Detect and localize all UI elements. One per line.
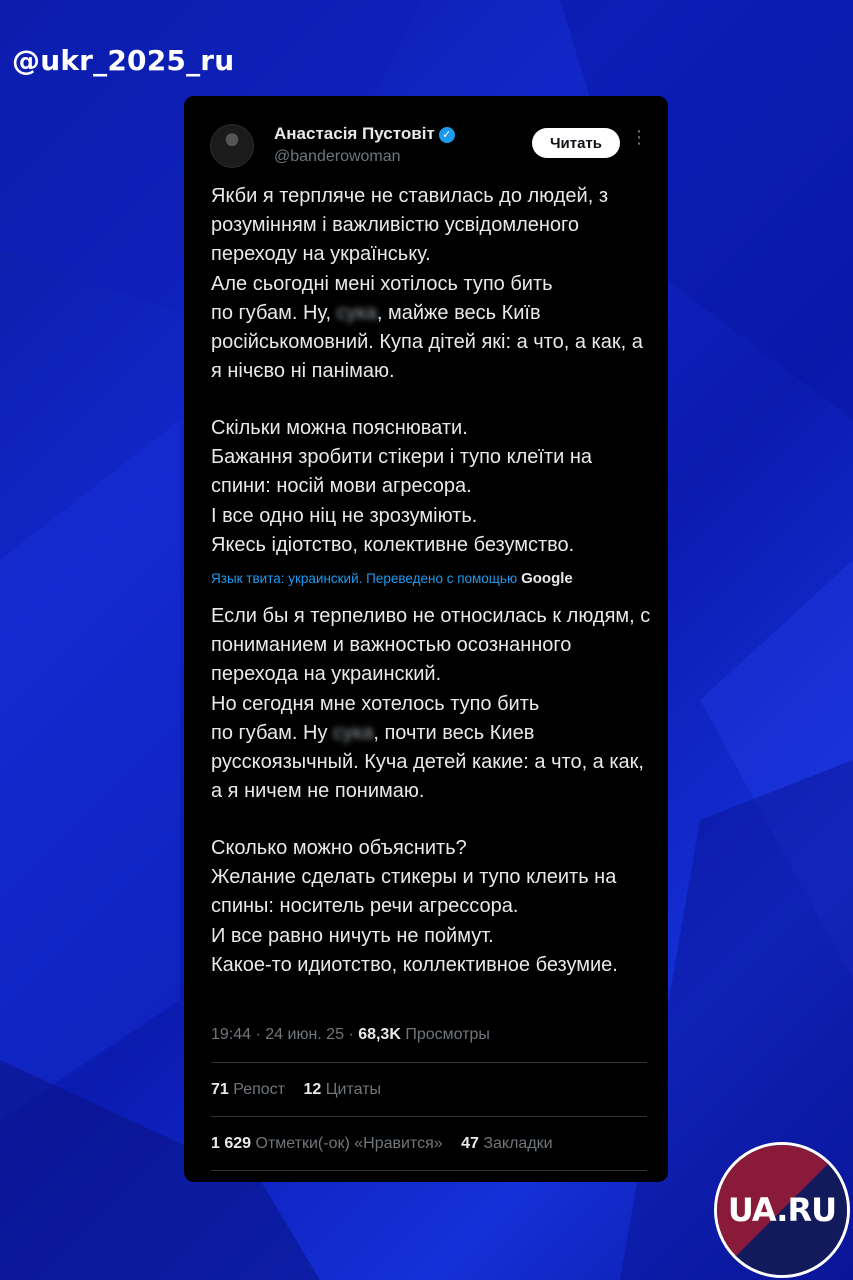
tweet-text-original-p2: Скільки можна пояснювати. Бажання зробити стікери і тупо клеїти на спини: носій мови агресора. І все одно ніц не зрозуміють. Якесь ідіотство, колективне безумство. bbox=[211, 417, 592, 556]
author-name[interactable] bbox=[274, 124, 455, 144]
views-count: 68,3K bbox=[358, 1026, 401, 1043]
reposts-link[interactable]: 71 Репост bbox=[211, 1081, 286, 1098]
ua-ru-logo bbox=[714, 1142, 850, 1278]
tweet-meta bbox=[211, 1026, 490, 1044]
views-label: Просмотры bbox=[405, 1026, 490, 1043]
repost-stats bbox=[211, 1081, 395, 1099]
divider bbox=[211, 1170, 647, 1171]
censored-word: сука bbox=[336, 301, 377, 324]
tweet-text-translated: Если бы я терпеливо не относилась к людям, с пониманием и важностью осознанного перехода на украинский. Но сегодня мне хотелось тупо бить по губам. Ну сука, почти весь Киев русскоязычный. Куча детей какие: а что, а как, а я ничем не понимаю. bbox=[211, 605, 651, 803]
bookmarks-link[interactable]: 47 Закладки bbox=[461, 1135, 553, 1152]
avatar[interactable] bbox=[210, 124, 254, 168]
channel-watermark: @ukr_2025_ru bbox=[12, 44, 235, 77]
translation-note-text: Язык твита: украинский. Переведено с помощью bbox=[211, 571, 518, 586]
censored-word-translated: сука bbox=[333, 721, 374, 744]
author-handle[interactable]: @banderowoman bbox=[274, 148, 401, 165]
translation-note[interactable] bbox=[211, 570, 573, 587]
logo-text: UA.RU bbox=[727, 1191, 837, 1229]
quotes-link[interactable]: 12 Цитаты bbox=[303, 1081, 382, 1098]
author-name-text: Анастасія Пустовіт bbox=[274, 124, 435, 143]
tweet-text-original: Якби я терпляче не ставилась до людей, з розумінням і важливістю усвідомленого переходу на українську. Але сьогодні мені хотілось тупо бить по губам. Ну, сука, майже весь Київ російськомовний. Купа дітей які: а что, а как, а я нічєво ні панімаю. bbox=[211, 185, 643, 383]
google-logo: Google bbox=[521, 570, 573, 587]
follow-button[interactable]: Читать bbox=[532, 128, 620, 158]
like-stats bbox=[211, 1135, 567, 1153]
tweet-text-translated-p2: Сколько можно объяснить? Желание сделать стикеры и тупо клеить на спины: носитель речи агрессора. И все равно ничуть не поймут. Какое-то идиотство, коллективное безумие. bbox=[211, 837, 618, 976]
divider bbox=[211, 1062, 647, 1063]
more-options-icon[interactable]: ⋮ bbox=[630, 127, 648, 147]
verified-badge-icon: ✓ bbox=[439, 127, 455, 143]
likes-link[interactable]: 1 629 Отметки(-ок) «Нравится» bbox=[211, 1135, 443, 1152]
timestamp[interactable]: 19:44 · 24 июн. 25 · bbox=[211, 1026, 359, 1043]
divider bbox=[211, 1116, 647, 1117]
tweet-card bbox=[184, 96, 668, 1182]
